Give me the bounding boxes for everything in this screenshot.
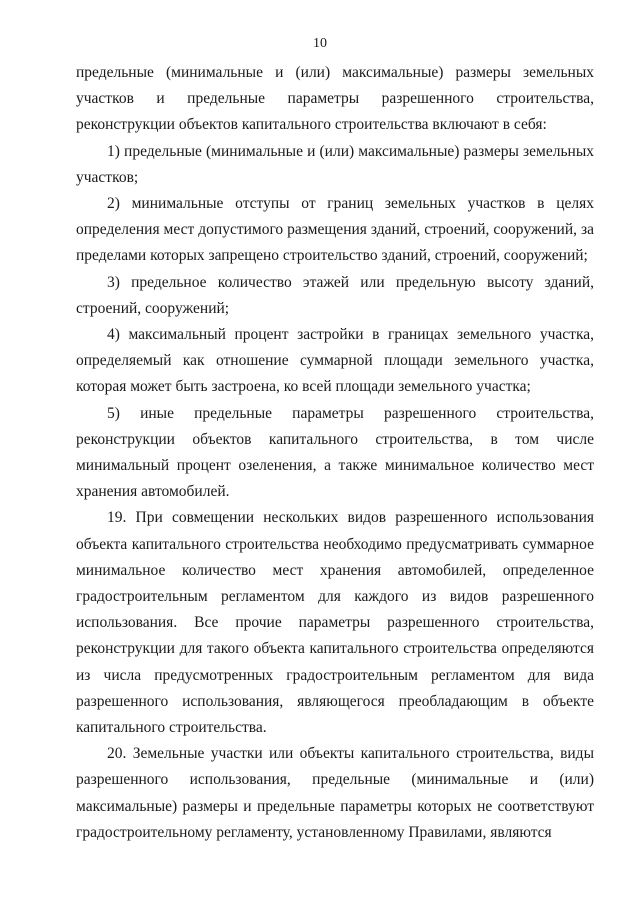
- document-body: [76, 60, 594, 846]
- paragraph-item-3: 3) предельное количество этажей или предельную высоту зданий, строений, сооружений;: [76, 273, 594, 317]
- paragraph-item-1: 1) предельные (минимальные и (или) максимальные) размеры земельных участков;: [76, 142, 594, 186]
- paragraph-item-2: 2) минимальные отступы от границ земельных участков в целях определения мест допустимого размещения зданий, строений, сооружений, за пределами которых запрещено строительство зданий, строений, сооружений;: [76, 195, 594, 265]
- paragraph-intro-continuation: предельные (минимальные и (или) максимальные) размеры земельных участков и предельные параметры разрешенного строительства, реконструкции объектов капитального строительства включают в себя:: [76, 64, 594, 134]
- paragraph-item-5: 5) иные предельные параметры разрешенного строительства, реконструкции объектов капитального строительства, в том числе минимальный процент озеленения, а также минимальное количество мест хранения автомобилей.: [76, 404, 594, 501]
- paragraph-clause-20: 20. Земельные участки или объекты капитального строительства, виды разрешенного использования, предельные (минимальные и (или) максимальные) размеры и предельные параметры которых не соответствуют градостроительному регламенту, установленному Правилами, являются: [76, 745, 594, 841]
- page-number: 10: [313, 36, 327, 51]
- paragraph-item-4: 4) максимальный процент застройки в границах земельного участка, определяемый как отношение суммарной площади земельного участка, которая может быть застроена, ко всей площади земельного участка;: [76, 326, 594, 396]
- paragraph-clause-19: 19. При совмещении нескольких видов разрешенного использования объекта капитального строительства необходимо предусматривать суммарное минимальное количество мест хранения автомобилей, определенное градостроительным регламентом для каждого из видов разрешенного использования. Все прочие параметры разрешенного строительства, реконструкции для такого объекта капитального строительства определяются из числа предусмотренных градостроительным регламентом для вида разрешенного использования, являющегося преобладающим в объекте капитального строительства.: [76, 509, 594, 737]
